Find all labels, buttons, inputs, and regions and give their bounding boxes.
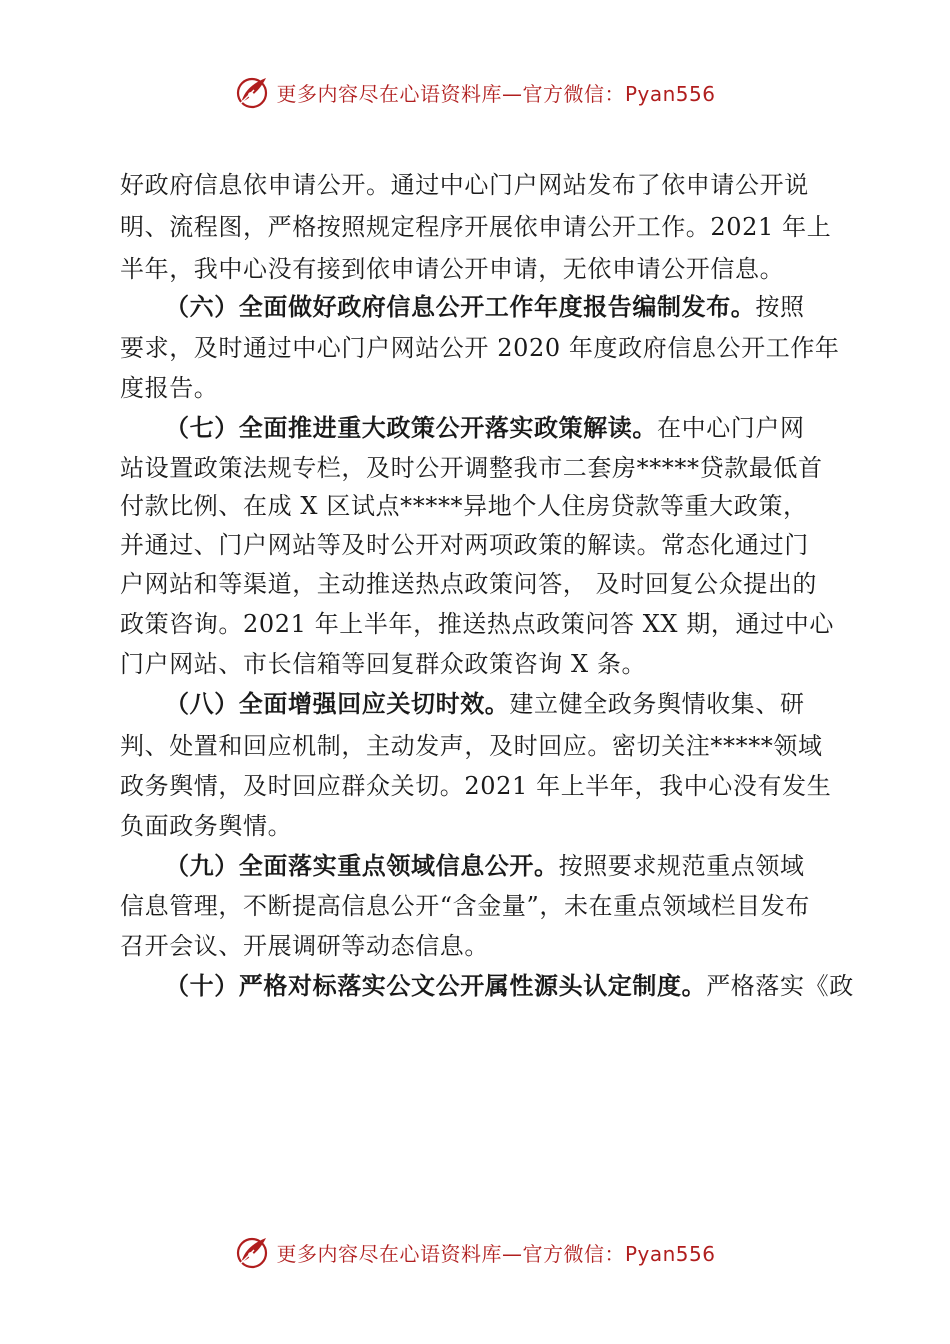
- p1-line-3: 半年，我中心没有接到依申请公开申请，无依申请公开信息。: [120, 255, 785, 283]
- p6-line-1-rest: 严格落实《政: [706, 972, 854, 1000]
- p6-line-1: [165, 971, 854, 1001]
- p3-line-1: [165, 413, 805, 443]
- p1-line-1: 好政府信息依申请公开。通过中心门户网站发布了依申请公开说: [120, 171, 809, 199]
- p3-line-6: 政策咨询。2021 年上半年，推送热点政策问答 XX 期，通过中心: [120, 610, 834, 638]
- header-watermark: [0, 72, 950, 112]
- p5-heading: （九）全面落实重点领域信息公开。: [165, 851, 559, 880]
- p5-line-3: 召开会议、开展调研等动态信息。: [120, 932, 489, 960]
- p2-line-3: 度报告。: [120, 374, 219, 402]
- p3-line-5: 户网站和等渠道，主动推送热点政策问答， 及时回复公众提出的: [120, 570, 818, 598]
- p3-line-4: 并通过、门户网站等及时公开对两项政策的解读。常态化通过门: [120, 531, 809, 559]
- p2-line-2: 要求，及时通过中心门户网站公开 2020 年度政府信息公开工作年: [120, 334, 840, 362]
- footer-watermark-text: 更多内容尽在心语资料库—官方微信：Pyan556: [276, 1241, 716, 1266]
- p5-line-2: 信息管理，不断提高信息公开“含金量”，未在重点领域栏目发布: [120, 892, 810, 920]
- p3-line-1-rest: 在中心门户网: [657, 414, 805, 442]
- leaf-logo-icon: [234, 1234, 270, 1270]
- p4-line-1: [165, 689, 805, 719]
- p5-line-1: [165, 851, 805, 881]
- p4-line-3: 政务舆情，及时回应群众关切。2021 年上半年，我中心没有发生: [120, 772, 832, 800]
- p1-line-2: 明、流程图，严格按照规定程序开展依申请公开工作。2021 年上: [120, 213, 832, 241]
- p4-heading: （八）全面增强回应关切时效。: [165, 689, 510, 718]
- p2-line-1: [165, 292, 805, 322]
- p2-heading: （六）全面做好政府信息公开工作年度报告编制发布。: [165, 292, 756, 321]
- p2-line-1-rest: 按照: [755, 293, 805, 321]
- p5-line-1-rest: 按照要求规范重点领域: [558, 852, 805, 880]
- p3-heading: （七）全面推进重大政策公开落实政策解读。: [165, 413, 657, 442]
- p4-line-4: 负面政务舆情。: [120, 812, 293, 840]
- p3-line-2: 站设置政策法规专栏，及时公开调整我市二套房*****贷款最低首: [120, 454, 823, 482]
- p4-line-1-rest: 建立健全政务舆情收集、研: [509, 690, 805, 718]
- p6-heading: （十）严格对标落实公文公开属性源头认定制度。: [165, 971, 707, 1000]
- p3-line-7: 门户网站、市长信箱等回复群众政策咨询 X 条。: [120, 650, 647, 678]
- leaf-logo-icon: [234, 74, 270, 110]
- p3-line-3: 付款比例、在成 X 区试点*****异地个人住房贷款等重大政策，: [120, 492, 808, 520]
- p4-line-2: 判、处置和回应机制，主动发声，及时回应。密切关注*****领域: [120, 732, 823, 760]
- footer-watermark: [0, 1232, 950, 1272]
- header-watermark-text: 更多内容尽在心语资料库—官方微信：Pyan556: [276, 81, 716, 106]
